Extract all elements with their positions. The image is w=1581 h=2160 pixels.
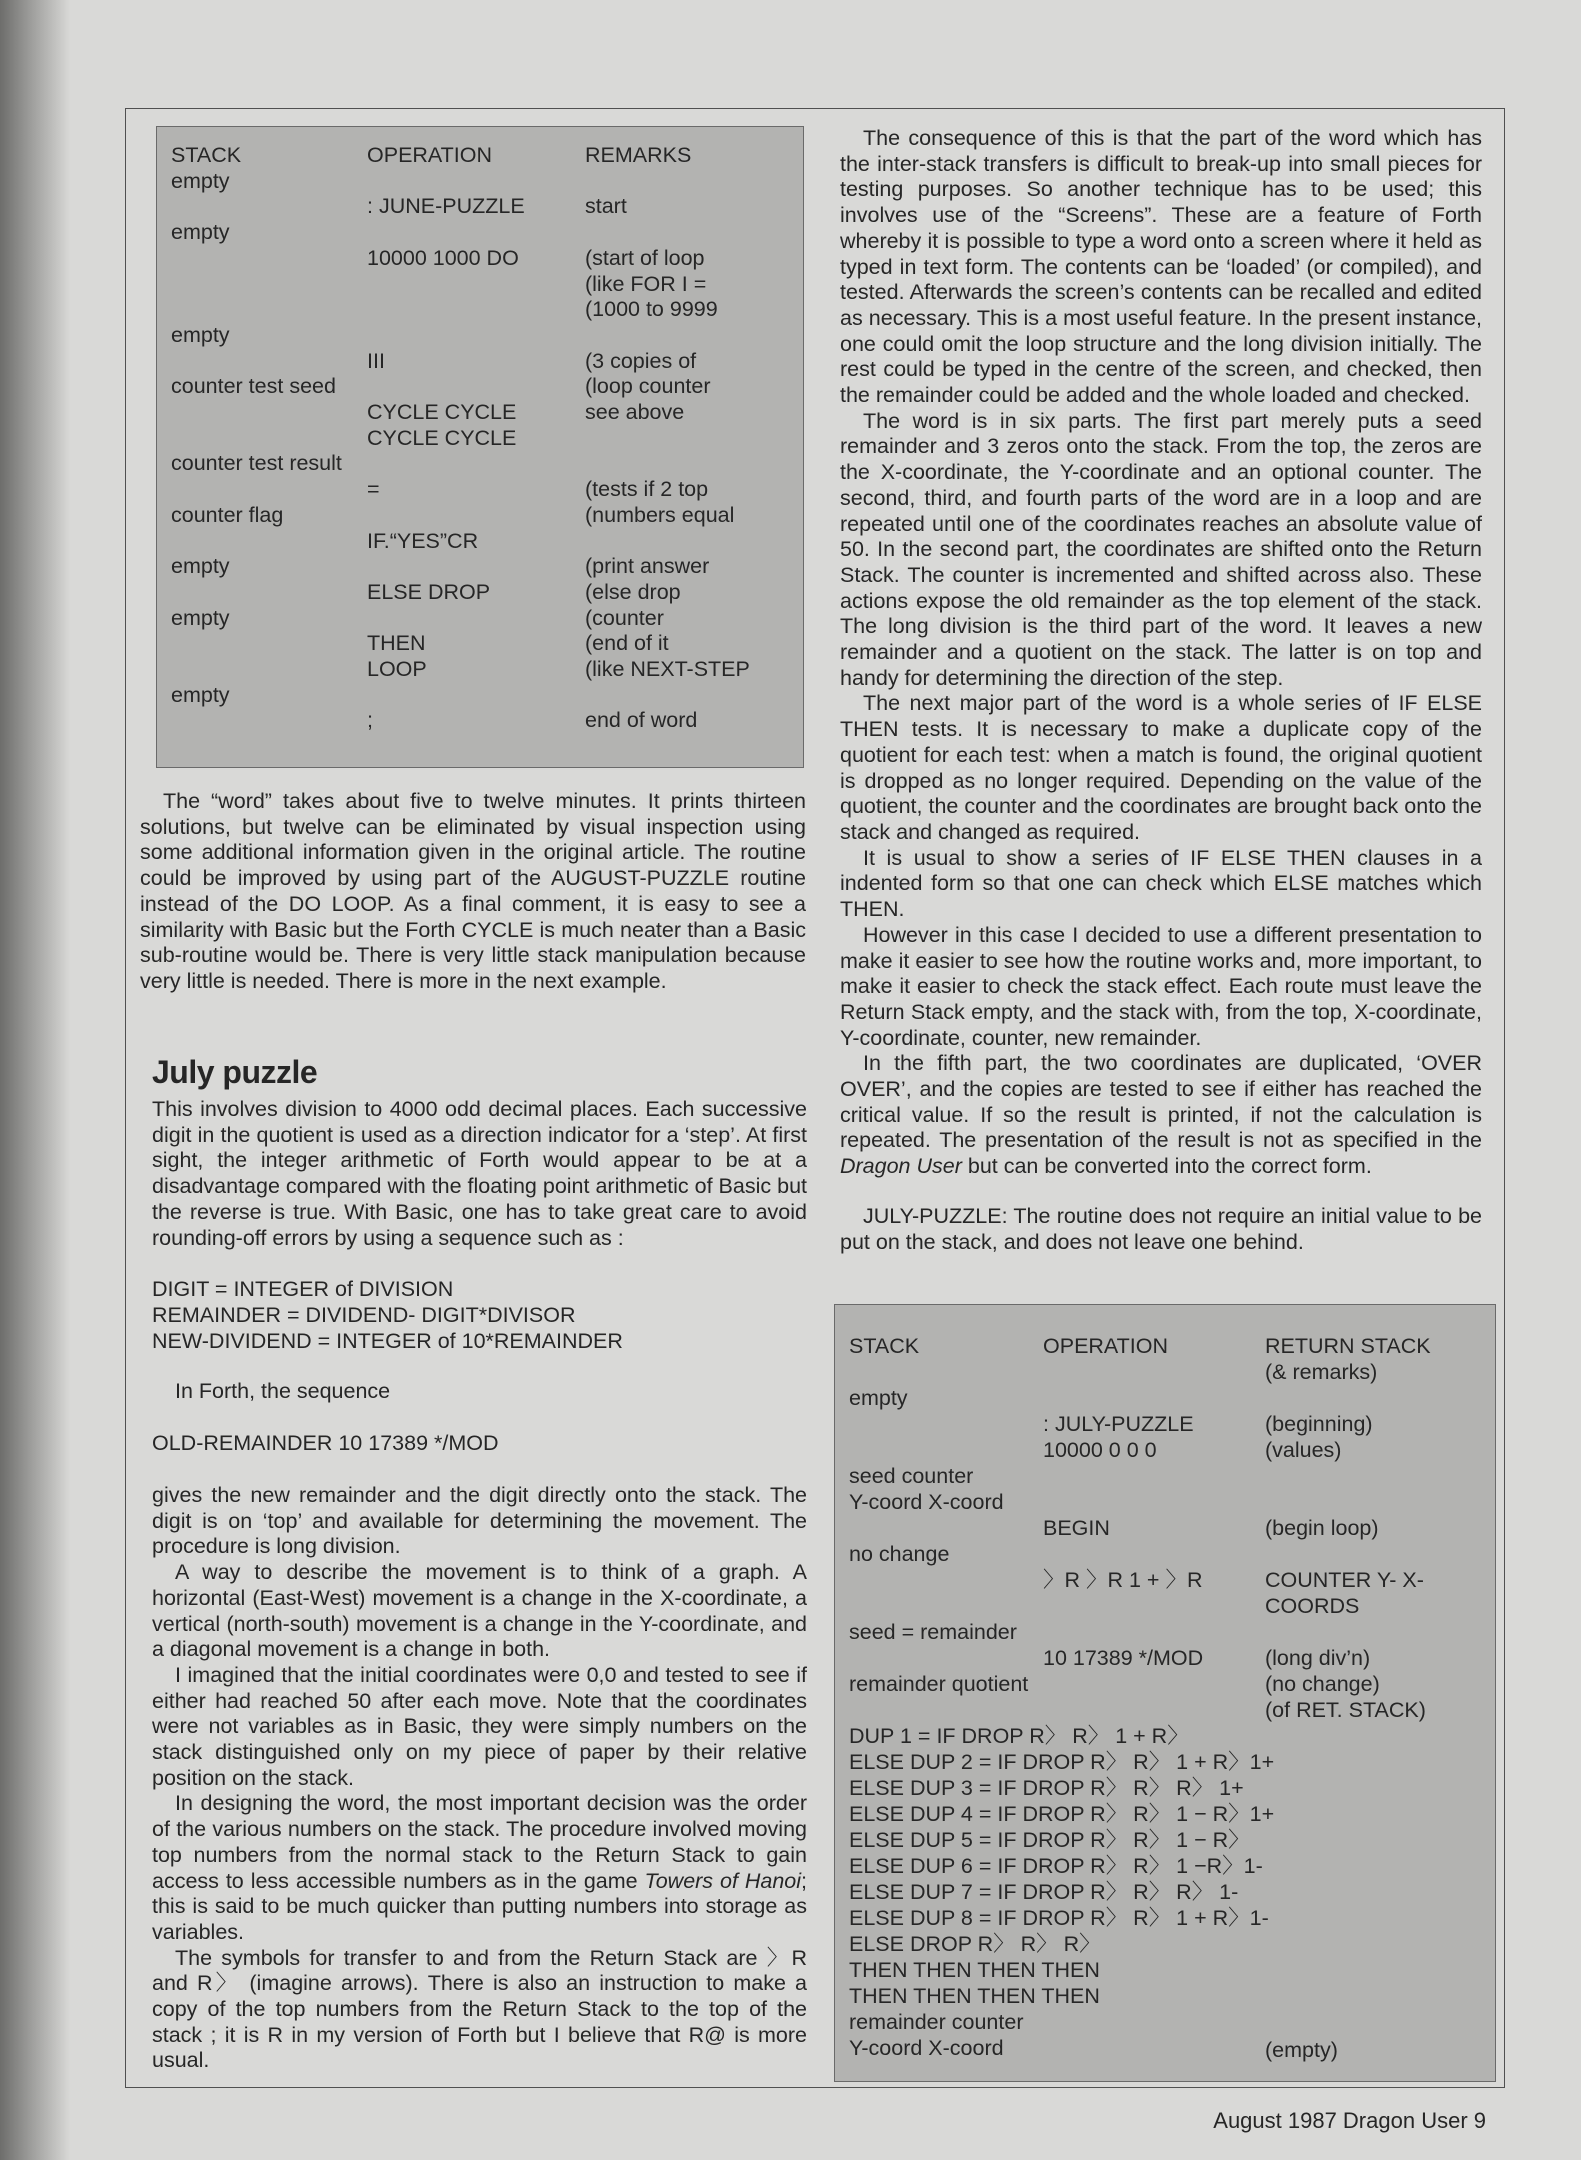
t2-stack-yx-2: Y-coord X-coord	[849, 2036, 1004, 2060]
page-spine-shadow	[0, 0, 70, 2160]
t2-op-values: 10000 0 0 0	[1043, 1438, 1157, 1462]
left-paragraph-7: The symbols for transfer to and from the Return Stack are 〉R and R〉 (imagine arrows). There is also an instruction to make a copy of the top numbers from the Return Stack to the top of the stack ; it is R in my version of Forth but I believe that R@ is more usual.	[152, 1945, 807, 2073]
left-column-2	[152, 1097, 807, 1251]
july-puzzle-heading: July puzzle	[152, 1054, 318, 1090]
right-paragraph-7: JULY-PUZZLE: The routine does not require an initial value to be put on the stack, and does not leave one behind.	[840, 1203, 1482, 1254]
t2-stack-empty: empty	[849, 1386, 908, 1410]
t2-rm-no-change: (no change)	[1265, 1672, 1380, 1696]
t2-op-begin: BEGIN	[1043, 1516, 1110, 1540]
t2-rm-coords: COORDS	[1265, 1594, 1360, 1618]
t2-header-operation: OPERATION	[1043, 1334, 1169, 1358]
t1-operation-cell: CYCLE CYCLE	[367, 400, 517, 424]
t1-remarks-cell: (counter	[585, 605, 664, 630]
t1-stack-cell: empty	[171, 682, 230, 707]
t1-operation-cell: IF.“YES”CR	[367, 528, 479, 553]
t1-header-stack: STACK	[171, 143, 242, 167]
t1-remarks-cell: (like NEXT-STEP	[585, 657, 750, 681]
july-puzzle-table	[834, 1304, 1496, 2082]
t2-op-mod: 10 17389 */MOD	[1043, 1646, 1204, 1670]
t1-operation-cell: ELSE DROP	[367, 579, 491, 604]
right-paragraph-5: However in this case I decided to use a different presentation to make it easier to see how the routine works and, more important, to make it easier to check the stack effect. Each route must leave the Return Stack empty, and the stack with, from the top, X-coordinate, Y-coordinate, counter, new remainder.	[840, 922, 1482, 1050]
t1-remarks-cell: see above	[585, 400, 685, 424]
t1-stack-cell: empty	[171, 554, 230, 579]
forth-sequence-label: In Forth, the sequence	[175, 1379, 391, 1403]
t1-operation-cell: =	[367, 477, 380, 502]
formula-line-2: REMAINDER = DIVIDEND- DIGIT*DIVISOR	[152, 1303, 576, 1327]
t1-remarks-cell: (numbers equal	[585, 502, 735, 527]
right-paragraph-1: The consequence of this is that the part of the word which has the inter-stack transfers is difficult to break-up into small pieces for testing purposes. So another technique has to be used; this involves use of the “Screens”. These are a feature of Forth whereby it is possible to type a word onto a screen where it held as typed in text form. The contents can be ‘loaded’ (or compiled), and tested. Afterwards the screen’s contents can be recalled and edited as necessary. This is a most useful feature. In the present instance, one could omit the loop structure and the long division initially. The rest could be typed in the centre of the screen, and checked, then the remainder could be added and the whole loaded and checked.	[840, 126, 1482, 408]
t2-op-july-puzzle: : JULY-PUZZLE	[1043, 1412, 1194, 1436]
t2-code-7: ELSE DUP 7 = IF DROP R〉 R〉 R〉 1-	[849, 1880, 1239, 1904]
left-paragraph-6: In designing the word, the most important decision was the order of the various numbers on the stack. The procedure involved moving top numbers from the normal stack to the Return Stack to gain access to less accessible numbers as in the game Towers of Hanoi; this is said to be much quicker than putting numbers into storage as variables.	[152, 1791, 807, 1944]
t2-rm-ret-stack: (of RET. STACK)	[1265, 1698, 1426, 1722]
t2-header-remarks: (& remarks)	[1265, 1360, 1378, 1384]
formula-line-3: NEW-DIVIDEND = INTEGER of 10*REMAINDER	[152, 1329, 623, 1353]
t1-remarks-cell: (like FOR I =	[585, 271, 707, 296]
left-paragraph-5: I imagined that the initial coordinates were 0,0 and tested to see if either had reached 50 after each move. Note that the coordinates were not variables as in Basic, they were simply numbers on the stack distinguished only on my piece of paper by their relative position on the stack.	[152, 1662, 807, 1790]
t2-code-1: DUP 1 = IF DROP R〉 R〉 1 + R〉	[849, 1724, 1189, 1748]
right-paragraph-4: It is usual to show a series of IF ELSE THEN clauses in a indented form so that one can check which ELSE matches which THEN.	[840, 845, 1482, 922]
t2-header-return-stack: RETURN STACK	[1265, 1334, 1431, 1358]
t2-stack-remainder-quotient: remainder quotient	[849, 1672, 1029, 1696]
t2-code-3: ELSE DUP 3 = IF DROP R〉 R〉 R〉 1+	[849, 1776, 1244, 1800]
t2-code-4: ELSE DUP 4 = IF DROP R〉 R〉 1 − R〉1+	[849, 1802, 1275, 1826]
right-paragraph-2: The word is in six parts. The first part merely puts a seed remainder and 3 zeros onto the stack. From the top, the zeros are the X-coordinate, the Y-coordinate and an optional counter. The second, third, and fourth parts of the word are in a loop and are repeated until one of the coordinates reaches an absolute value of 50. In the second part, the coordinates are shifted onto the Return Stack. The counter is incremented and shifted across also. These actions expose the old remainder as the top element of the stack. The long division is the third part of the word. It leaves a new remainder and a quotient on the stack. The latter is on top and handy for determining the direction of the step.	[840, 408, 1482, 690]
t2-stack-yx-1: Y-coord X-coord	[849, 1490, 1004, 1514]
t2-stack-remainder-counter: remainder counter	[849, 2010, 1024, 2034]
left-paragraph-4: A way to describe the movement is to think of a graph. A horizontal (East-West) movement is a change in the X-coordinate, a vertical (north-south) movement is a change in the Y-coordinate, and a diagonal movement is a change in both.	[152, 1560, 807, 1662]
t1-operation-cell: CYCLE CYCLE	[367, 425, 517, 450]
june-puzzle-table	[156, 126, 804, 768]
t1-header-remarks: REMARKS	[585, 143, 692, 167]
left-paragraph-1: The “word” takes about five to twelve minutes. It prints thirteen solutions, but twelve can be eliminated by visual inspection using some additional information given in the original article. The routine could be improved by using part of the AUGUST-PUZZLE routine instead of the DO LOOP. As a final comment, it is easy to see a similarity with Basic but the Forth CYCLE is much neater than a Basic sub-routine would be. There is very little stack manipulation because very little is needed. There is more in the next example.	[140, 789, 806, 993]
t1-remarks-cell: (end of it	[585, 631, 669, 656]
t1-operation-cell: : JUNE-PUZZLE	[367, 194, 525, 219]
t2-stack-no-change: no change	[849, 1542, 950, 1566]
left-column	[140, 789, 806, 995]
t2-rm-beginning: (beginning)	[1265, 1412, 1373, 1436]
t2-code-2: ELSE DUP 2 = IF DROP R〉 R〉 1 + R〉1+	[849, 1750, 1275, 1774]
t2-rm-long-div: (long div’n)	[1265, 1646, 1371, 1670]
t2-code-6: ELSE DUP 6 = IF DROP R〉 R〉 1 −R〉1-	[849, 1854, 1263, 1878]
t1-remarks-cell: (tests if 2 top	[585, 477, 709, 502]
t1-stack-cell: empty	[171, 220, 230, 245]
article-frame	[125, 108, 1505, 2088]
t1-operation-cell: ;	[367, 708, 373, 733]
t1-remarks-cell: (print answer	[585, 554, 710, 579]
t1-remarks-cell: end of word	[585, 708, 698, 733]
left-paragraph-3: gives the new remainder and the digit directly onto the stack. The digit is on ‘top’ and available for determining the movement. The procedure is long division.	[152, 1483, 807, 1559]
t1-operation-cell: 10000 1000 DO	[367, 245, 519, 270]
forth-sequence: OLD-REMAINDER 10 17389 */MOD	[152, 1431, 499, 1455]
t1-stack-cell: empty	[171, 605, 230, 630]
right-paragraph-6: In the fifth part, the two coordinates are duplicated, ‘OVER OVER’, and the copies are tested to see if either has reached the critical value. If so the result is printed, if not the calculation is repeated. The presentation of the result is not as specified in the Dragon User but can be converted into the correct form.	[840, 1051, 1482, 1179]
t2-code-8: ELSE DUP 8 = IF DROP R〉 R〉 1 + R〉1-	[849, 1906, 1269, 1930]
page-footer: August 1987 Dragon User 9	[1213, 2108, 1486, 2133]
right-paragraph-3: The next major part of the word is a whole series of IF ELSE THEN tests. It is necessary to make a duplicate copy of the quotient for each test: when a match is found, the original quotient is dropped as no longer required. Depending on the value of the quotient, the counter and the coordinates are brought back onto the stack and changed as required.	[840, 691, 1482, 844]
t1-stack-cell: counter flag	[171, 502, 284, 527]
t1-header-operation: OPERATION	[367, 143, 493, 167]
t1-stack-cell: empty	[171, 322, 230, 347]
t2-code-9: ELSE DROP R〉 R〉 R〉	[849, 1932, 1101, 1956]
t1-remarks-cell: (else drop	[585, 579, 681, 604]
t1-stack-cell: counter test seed	[171, 374, 336, 399]
t1-operation-cell: THEN	[367, 631, 426, 656]
t2-code-5: ELSE DUP 5 = IF DROP R〉 R〉 1 − R〉	[849, 1828, 1250, 1852]
t1-remarks-cell: (loop counter	[585, 374, 711, 399]
t2-op-r-transfer: 〉R 〉R 1 + 〉R	[1043, 1568, 1203, 1592]
t2-rm-counter-yx: COUNTER Y- X-	[1265, 1568, 1424, 1592]
t2-stack-seed-remainder: seed = remainder	[849, 1620, 1017, 1644]
formula-line-1: DIGIT = INTEGER of DIVISION	[152, 1277, 454, 1301]
t1-remarks-cell: (1000 to 9999	[585, 297, 718, 322]
t1-operation-cell: LOOP	[367, 657, 427, 681]
t2-code-10: THEN THEN THEN THEN	[849, 1958, 1100, 1982]
t2-rm-begin-loop: (begin loop)	[1265, 1516, 1379, 1540]
t1-remarks-cell: (start of loop	[585, 245, 705, 270]
t2-header-stack: STACK	[849, 1334, 920, 1358]
t1-operation-cell: III	[367, 348, 385, 373]
left-paragraph-2: This involves division to 4000 odd decimal places. Each successive digit in the quotient is used as a direction indicator for a ‘step’. At first sight, the integer arithmetic of Forth would appear to be at a disadvantage compared with the floating point arithmetic of Basic but the reverse is true. With Basic, one has to take great care to avoid rounding-off errors by using a sequence such as :	[152, 1097, 807, 1250]
t1-remarks-cell: (3 copies of	[585, 348, 697, 373]
t2-code-11: THEN THEN THEN THEN	[849, 1984, 1100, 2008]
t1-stack-cell: empty	[171, 168, 230, 193]
t2-rm-empty: (empty)	[1265, 2038, 1338, 2062]
t1-remarks-cell: start	[585, 194, 627, 219]
t2-rm-values: (values)	[1265, 1438, 1342, 1462]
t1-stack-cell: counter test result	[171, 451, 342, 476]
right-column	[840, 126, 1482, 1255]
left-column-3	[152, 1483, 807, 2074]
t2-stack-seed-counter: seed counter	[849, 1464, 974, 1488]
